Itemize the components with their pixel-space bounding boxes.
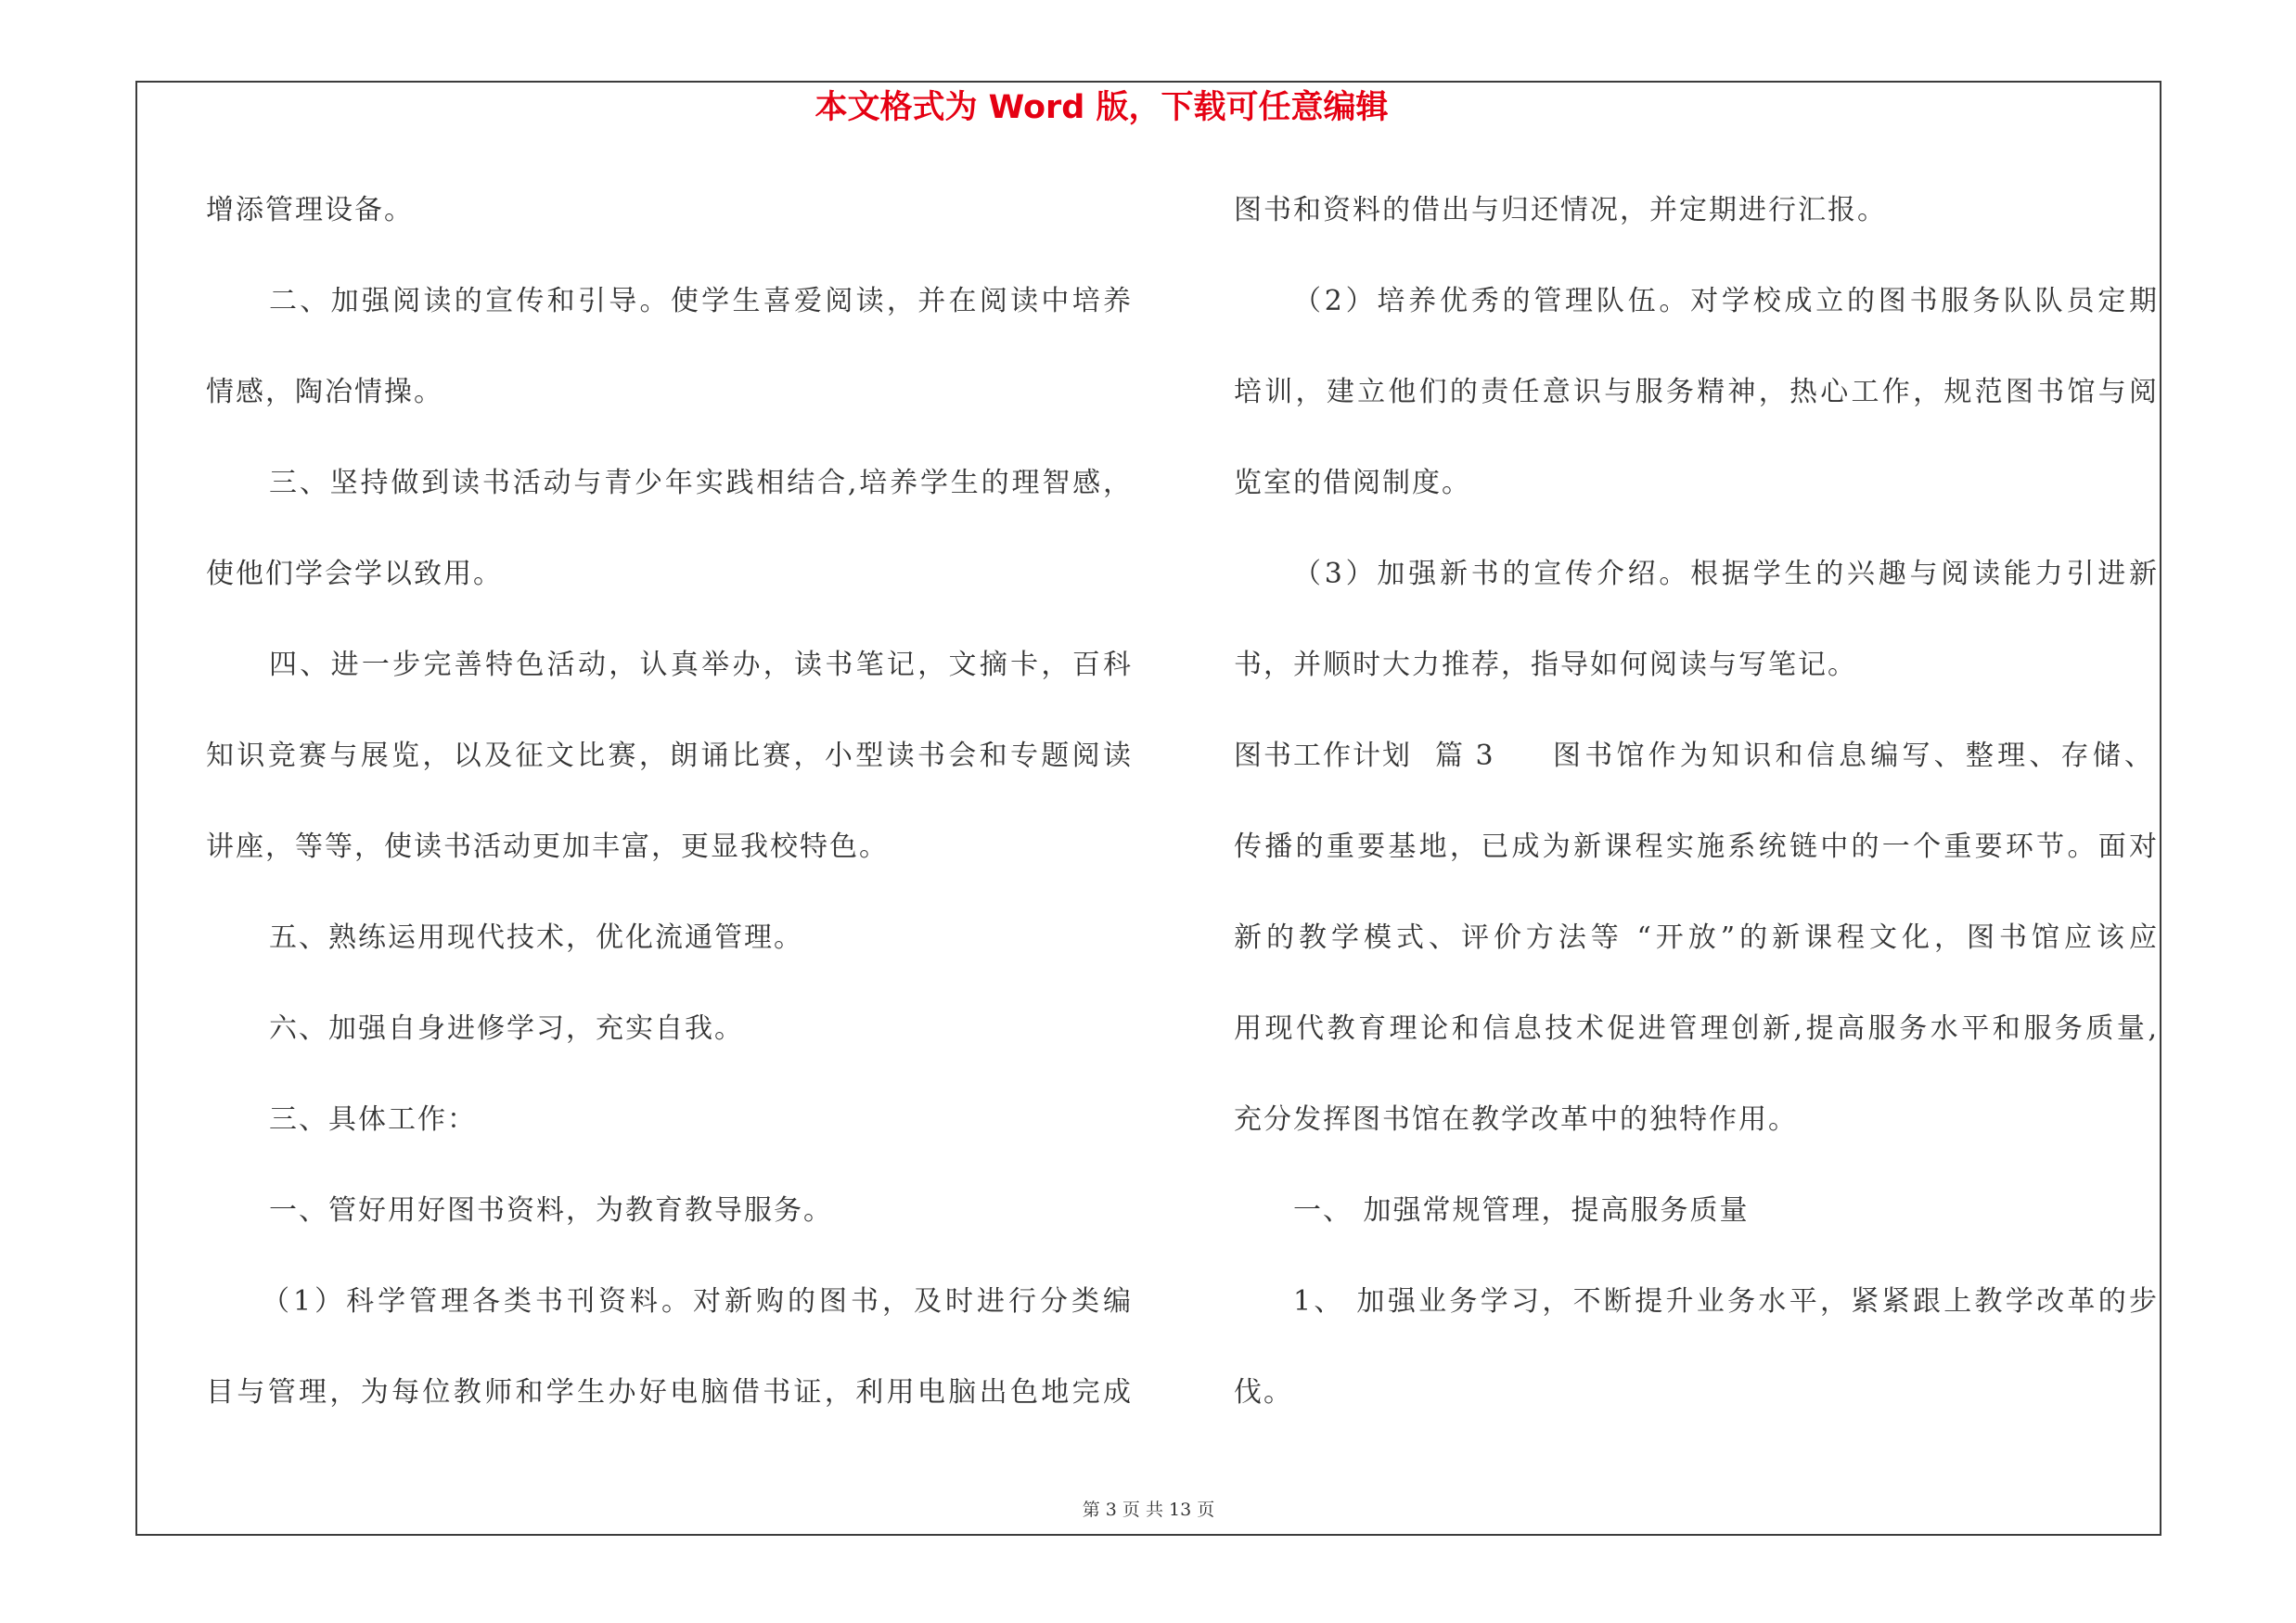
text-line: 图书和资料的借出与归还情况，并定期进行汇报。 [1234, 194, 1887, 226]
text-line: 情感，陶冶情操。 [206, 376, 443, 408]
section-heading-line [1234, 711, 2157, 802]
text-line: 用现代教育理论和信息技术促进管理创新,提高服务水平和服务质量, [1234, 1012, 2157, 1045]
text-line: 一、管好用好图书资料，为教育教导服务。 [269, 1194, 833, 1227]
text-line: （2）培养优秀的管理队伍。对学校成立的图书服务队队员定期 [1293, 285, 2157, 317]
section-number: 篇 3 [1435, 740, 1495, 772]
text-line: 四、进一步完善特色活动，认真举办，读书笔记，文摘卡，百科 [269, 649, 1131, 681]
text-line: 传播的重要基地，已成为新课程实施系统链中的一个重要环节。面对 [1234, 831, 2157, 863]
text-line: 增添管理设备。 [206, 194, 414, 226]
text-line: 充分发挥图书馆在教学改革中的独特作用。 [1234, 1103, 1798, 1136]
text-line: （3）加强新书的宣传介绍。根据学生的兴趣与阅读能力引进新 [1293, 558, 2157, 590]
text-line: 讲座，等等，使读书活动更加丰富，更显我校特色。 [206, 831, 889, 863]
text-line: 1、 加强业务学习，不断提升业务水平，紧紧跟上教学改革的步 [1293, 1285, 2157, 1318]
text-line: 一、 加强常规管理，提高服务质量 [1293, 1194, 1750, 1227]
text-line: 伐。 [1234, 1376, 1293, 1409]
text-line: 目与管理，为每位教师和学生办好电脑借书证，利用电脑出色地完成 [206, 1376, 1131, 1409]
format-notice: 本文格式为 Word 版，下载可任意编辑 [815, 89, 1389, 126]
text-line: 书，并顺时大力推荐，指导如何阅读与写笔记。 [1234, 649, 1857, 681]
text-line: 新的教学模式、评价方法等 “开放”的新课程文化，图书馆应该应 [1234, 921, 2157, 954]
left-column [206, 165, 1131, 1438]
text-line: 五、熟练运用现代技术，优化流通管理。 [269, 921, 803, 954]
text-line: 三、具体工作： [269, 1103, 477, 1136]
text-line: 览室的借阅制度。 [1234, 467, 1471, 499]
text-line: 培训，建立他们的责任意识与服务精神，热心工作，规范图书馆与阅 [1234, 376, 2157, 408]
text-line: 三、坚持做到读书活动与青少年实践相结合,培养学生的理智感， [269, 467, 1131, 499]
text-line: 六、加强自身进修学习，充实自我。 [269, 1012, 744, 1045]
section-intro-text: 图书馆作为知识和信息编写、整理、存储、 [1553, 740, 2152, 772]
text-line: （1）科学管理各类书刊资料。对新购的图书，及时进行分类编 [262, 1285, 1131, 1318]
text-line: 知识竞赛与展览，以及征文比赛，朗诵比赛，小型读书会和专题阅读 [206, 740, 1131, 772]
page-number: 第 3 页 共 13 页 [1082, 1500, 1215, 1520]
text-line: 二、加强阅读的宣传和引导。使学生喜爱阅读，并在阅读中培养 [269, 285, 1131, 317]
section-title: 图书工作计划 [1234, 740, 1412, 772]
text-line: 使他们学会学以致用。 [206, 558, 503, 590]
right-column [1234, 165, 2157, 1438]
